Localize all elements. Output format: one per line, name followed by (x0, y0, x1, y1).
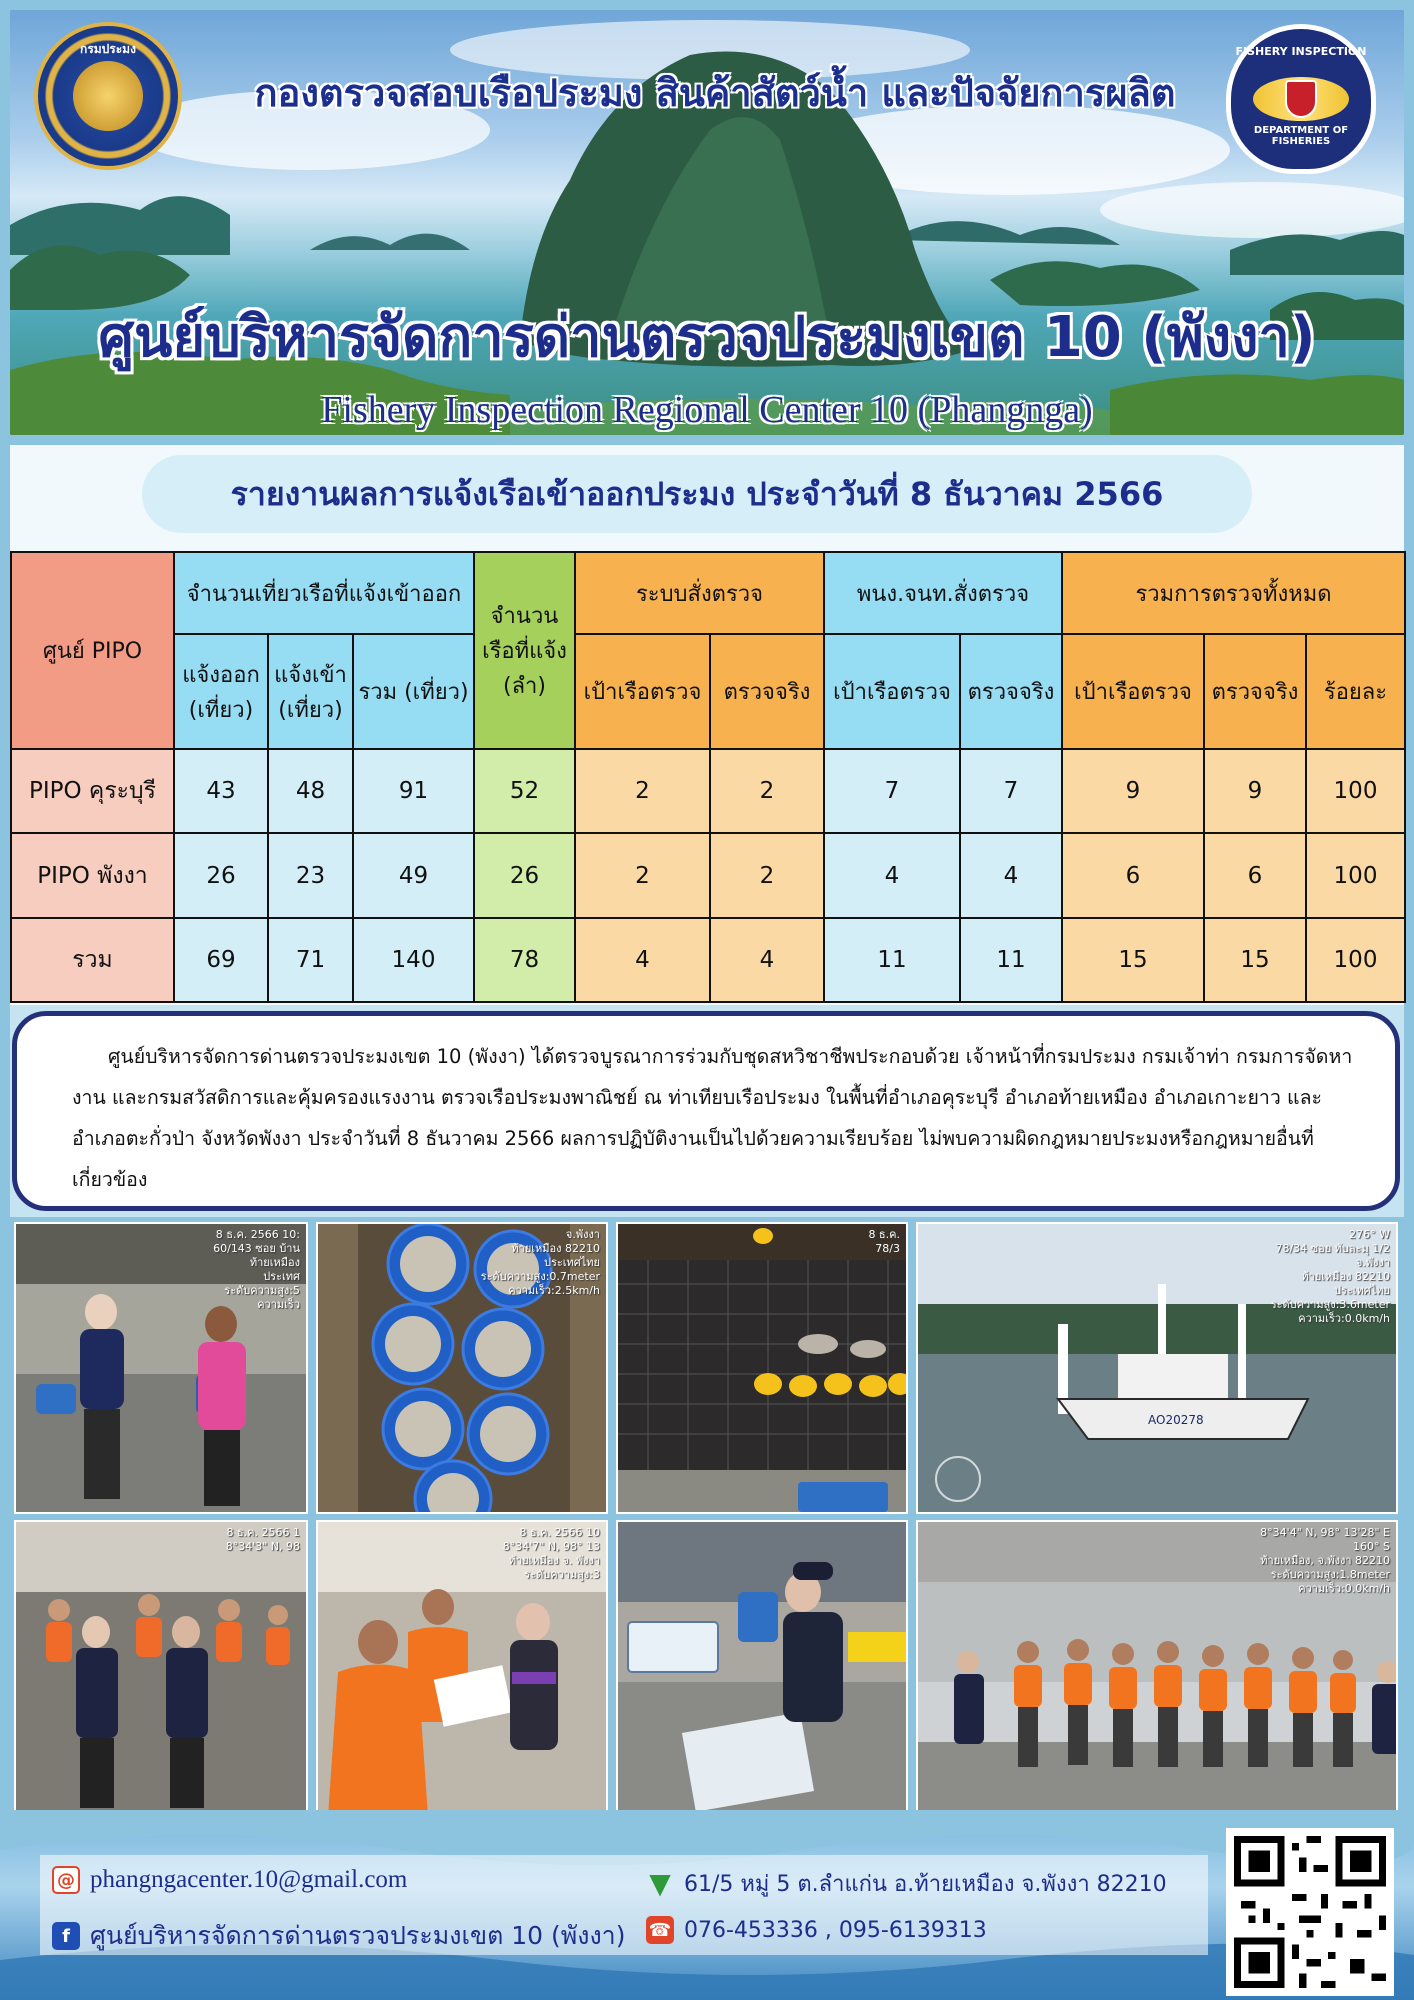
header-officer-actual: ตรวจจริง (960, 634, 1062, 749)
cell-percent: 100 (1306, 833, 1405, 917)
qr-code[interactable] (1226, 1828, 1394, 1996)
cell-total-target: 15 (1062, 918, 1204, 1002)
wing-emblem-icon (1253, 77, 1349, 121)
header-system-target: เป้าเรือตรวจ (575, 634, 710, 749)
department-title: กองตรวจสอบเรือประมง สินค้าสัตว์น้ำ และปัจจัยการผลิต (254, 71, 1176, 115)
telephone-icon: ☎ (646, 1916, 674, 1944)
photo-officer-writing-report (616, 1520, 908, 1814)
row-center-name: PIPO พังงา (11, 833, 174, 917)
photo-officer-checking-crew (14, 1222, 308, 1514)
email-icon: @ (52, 1866, 80, 1894)
facebook-icon: f (52, 1922, 80, 1950)
header-pipo-center: ศูนย์ PIPO (11, 552, 174, 749)
cell-sum: 49 (353, 833, 474, 917)
cell-total-target: 9 (1062, 749, 1204, 833)
cell-total-target: 6 (1062, 833, 1204, 917)
header-percent: ร้อยละ (1306, 634, 1405, 749)
header-banner (10, 10, 1404, 435)
fishery-inspection-badge: FISHERY INSPECTION DEPARTMENT OF FISHERIES (1226, 24, 1376, 174)
qr-code-icon (1234, 1836, 1386, 1988)
cell-out: 69 (174, 918, 268, 1002)
header-total-group: รวมการตรวจทั้งหมด (1062, 552, 1405, 634)
seal-emblem-icon (73, 61, 143, 131)
cell-officer-actual: 11 (960, 918, 1062, 1002)
cell-total-actual: 9 (1204, 749, 1306, 833)
facebook-text: ศูนย์บริหารจัดการด่านตรวจประมงเขต 10 (พังงา) (90, 1921, 626, 1950)
center-subtitle: Fishery Inspection Regional Center 10 (Phangnga) (321, 389, 1093, 431)
cell-system-target: 2 (575, 833, 710, 917)
table-row (11, 833, 1405, 917)
cell-in: 23 (268, 833, 353, 917)
contact-address (646, 1866, 1167, 1901)
cell-total-actual: 6 (1204, 833, 1306, 917)
header-sum: รวม (เที่ยว) (353, 634, 474, 749)
department-of-fisheries-seal: กรมประมง (34, 22, 182, 170)
cell-in: 71 (268, 918, 353, 1002)
photo-fishing-net (616, 1222, 908, 1514)
cell-total-actual: 15 (1204, 918, 1306, 1002)
header-officer-target: เป้าเรือตรวจ (824, 634, 960, 749)
row-center-name: PIPO คุระบุรี (11, 749, 174, 833)
center-title: ศูนย์บริหารจัดการด่านตรวจประมงเขต 10 (พังงา) (98, 305, 1316, 370)
photo-geotag-stamp: 8 ธ.ค. 2566 10: 60/143 ซอย บ้าน ท้ายเหมือง ประเทศ ระดับความสูง:5 ความเร็ว (213, 1228, 300, 1311)
cell-officer-actual: 7 (960, 749, 1062, 833)
header-total-actual: ตรวจจริง (1204, 634, 1306, 749)
photo-geotag-stamp: 8 ธ.ค. 2566 10 8°34'7" N, 98° 13 ท้ายเหมือง จ. พังงา ระดับความสูง:3 (502, 1526, 600, 1581)
cell-in: 48 (268, 749, 353, 833)
photo-geotag-stamp: 8 ธ.ค. 78/3 (868, 1228, 900, 1255)
cell-system-target: 4 (575, 918, 710, 1002)
photo-geotag-stamp: 8°34'4" N, 98° 13'28" E 160° S ท้ายเหมือง, จ.พังงา 82210 ระดับความสูง:1.8meter ความเร็ว:0.0km/h (1260, 1526, 1390, 1595)
cell-system-target: 2 (575, 749, 710, 833)
photo-geotag-stamp: 276° W 78/34 ซอย ทับละมุ 1/2 จ.พังงา ท้ายเหมือง 82210 ประเทศไทย ระดับความสูง:3.6meter ความเร็ว:0.0km/h (1270, 1228, 1390, 1325)
photo-document-check (316, 1520, 608, 1814)
photo-geotag-stamp: จ.พังงา ท้ายเหมือง 82210 ประเทศไทย ระดับความสูง:0.7meter ความเร็ว:2.5km/h (480, 1228, 600, 1297)
cell-officer-target: 4 (824, 833, 960, 917)
header-in: แจ้งเข้า (เที่ยว) (268, 634, 353, 749)
address-text: 61/5 หมู่ 5 ต.ลำแก่น อ.ท้ายเหมือง จ.พังงา 82210 (684, 1872, 1167, 1897)
cell-out: 43 (174, 749, 268, 833)
report-section (10, 445, 1404, 1005)
cell-sum: 91 (353, 749, 474, 833)
cell-sum: 140 (353, 918, 474, 1002)
cell-system-actual: 4 (710, 918, 824, 1002)
photo-crew-inspection (14, 1520, 308, 1814)
header-officer-group: พนง.จนท.สั่งตรวจ (824, 552, 1062, 634)
cell-boats: 52 (474, 749, 575, 833)
table-total-row (11, 918, 1405, 1002)
contact-phone[interactable] (646, 1916, 987, 1944)
contact-email[interactable] (52, 1866, 407, 1894)
inspection-stats-table (10, 551, 1406, 1003)
summary-section (10, 1005, 1404, 1217)
photo-group-crew-officers (916, 1520, 1398, 1814)
location-pin-icon: ▼ (649, 1867, 671, 1900)
cell-officer-target: 7 (824, 749, 960, 833)
summary-text: ศูนย์บริหารจัดการด่านตรวจประมงเขต 10 (พังงา) ได้ตรวจบูรณาการร่วมกับชุดสหวิชาชีพประกอบด้วย เจ้าหน้าที่กรมประมง กรมเจ้าท่า กรมการจัดหางาน และกรมสวัสดิการและคุ้มครองแรงงาน ตรวจเรือประมงพาณิชย์ ณ ท่าเทียบเรือประมง ในพื้นที่อำเภอคุระบุรี อำเภอท้ายเหมือง อำเภอเกาะยาว และอำเภอตะกั่วป่า จังหวัดพังงา ประจำวันที่ 8 ธันวาคม 2566 ผลการปฏิบัติงานเป็นไปด้วยความเรียบร้อย ไม่พบความผิดกฎหมายประมงหรือกฎหมายอื่นที่เกี่ยวข้อง (72, 1045, 1353, 1191)
shield-icon (1285, 80, 1317, 118)
header-trips-group: จำนวนเที่ยวเรือที่แจ้งเข้าออก (174, 552, 474, 634)
email-text: phangngacenter.10@gmail.com (90, 1866, 408, 1893)
table-header-row (11, 552, 1405, 634)
photo-fishing-boat (916, 1222, 1398, 1514)
header-system-group: ระบบสั่งตรวจ (575, 552, 824, 634)
header-out: แจ้งออก (เที่ยว) (174, 634, 268, 749)
cell-percent: 100 (1306, 918, 1405, 1002)
cell-boats: 78 (474, 918, 575, 1002)
row-center-name: รวม (11, 918, 174, 1002)
header-system-actual: ตรวจจริง (710, 634, 824, 749)
cell-percent: 100 (1306, 749, 1405, 833)
cell-boats: 26 (474, 833, 575, 917)
cell-out: 26 (174, 833, 268, 917)
cell-officer-actual: 4 (960, 833, 1062, 917)
cell-system-actual: 2 (710, 833, 824, 917)
table-subheader-row (11, 634, 1405, 749)
photo-fish-buckets (316, 1222, 608, 1514)
header-total-target: เป้าเรือตรวจ (1062, 634, 1204, 749)
photo-geotag-stamp: 8 ธ.ค. 2566 1 8°34'3" N, 98 (225, 1526, 300, 1553)
report-title: รายงานผลการแจ้งเรือเข้าออกประมง ประจำวันที่ 8 ธันวาคม 2566 (142, 455, 1252, 533)
table-row (11, 749, 1405, 833)
cell-officer-target: 11 (824, 918, 960, 1002)
boat-number: AO20278 (1148, 1413, 1204, 1427)
header-boats: จำนวนเรือที่แจ้ง (ลำ) (474, 552, 575, 749)
contact-facebook[interactable] (52, 1916, 625, 1956)
summary-box (12, 1011, 1400, 1211)
cell-system-actual: 2 (710, 749, 824, 833)
phone-text: 076-453336 , 095-6139313 (684, 1917, 987, 1943)
